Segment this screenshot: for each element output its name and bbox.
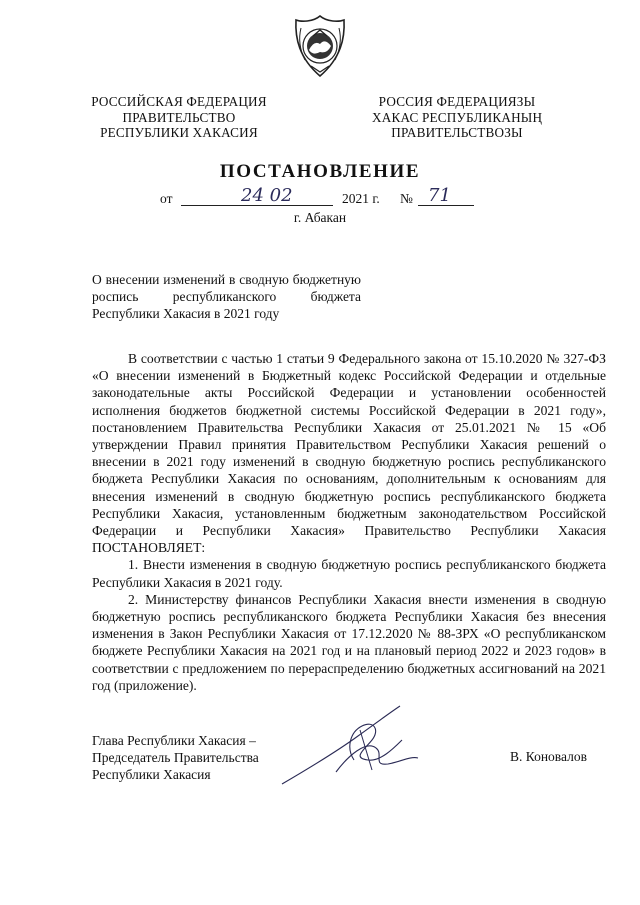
handwritten-number: 71: [428, 185, 451, 206]
header-line: РОССИЙСКАЯ ФЕДЕРАЦИЯ: [91, 94, 267, 109]
position-line: Республики Хакасия: [92, 767, 211, 782]
document-body: [92, 350, 606, 694]
header-line: ПРАВИТЕЛЬСТВО: [122, 109, 236, 125]
signatory-position: [92, 732, 259, 783]
resolution-item-2: 2. Министерству финансов Республики Хакасия внести изменения в сводную бюджетную роспись республиканского бюджета Республики Хакасия без внесения изменения в Закон Республики Хакасия от 17.12.2020 № 88-ЗРХ «О республиканском бюджете Республики Хакасия на 2021 год и на плановый период 2022 и 2023 годов» в соответствии с предложением по перераспределению бюджетных ассигнований на 2021 год (приложение).: [92, 591, 606, 693]
handwritten-signature-icon: [276, 700, 426, 790]
date-label: от: [160, 191, 173, 206]
subject-text: О внесении изменений в сводную бюджетную роспись республиканского бюджета Республики Хакасия в 2021 году: [92, 272, 361, 321]
resolution-item-1: 1. Внести изменения в сводную бюджетную роспись республиканского бюджета Республики Хакасия в 2021 году.: [92, 557, 606, 590]
issuer-header-russian: [88, 94, 270, 141]
signatory-name: В. Коновалов: [510, 749, 587, 764]
header-line: ХАКАС РЕСПУБЛИКАНЫҢ: [372, 109, 543, 125]
handwritten-date: 24 02: [241, 185, 293, 206]
date-number-line: [0, 185, 640, 211]
position-line: Глава Республики Хакасия –: [92, 733, 256, 748]
position-line: Председатель Правительства: [92, 750, 259, 765]
preamble-paragraph: В соответствии с частью 1 статьи 9 Федерального закона от 15.10.2020 № 327-ФЗ «О внесении изменений в Бюджетный кодекс Российской Федерации и отдельные законодательные акты Российской Федерации и установлении особенностей исполнения бюджетов бюджетной системы Российской Федерации в 2021 году», постановлением Правительства Республики Хакасия от 25.01.2021 № 15 «Об утверждении Правил принятия Правительством Республики Хакасия решений о внесении в 2021 году изменений в сводную бюджетную роспись республиканского бюджета Республики Хакасия по основаниям, дополнительным к основаниям для внесения изменений в сводную бюджетную роспись республиканского бюджета Республики Хакасия, установленным бюджетным законодательством Российской Федерации и Республики Хакасия» Правительство Республики Хакасия ПОСТАНОВЛЯЕТ:: [92, 351, 606, 556]
header-line: РЕСПУБЛИКИ ХАКАСИЯ: [100, 125, 258, 140]
issuer-header-khakas: [372, 94, 542, 141]
header-line: РОССИЯ ФЕДЕРАЦИЯЗЫ: [378, 94, 536, 109]
document-title: ПОСТАНОВЛЕНИЕ: [219, 161, 421, 182]
header-line: ПРАВИТЕЛЬСТВОЗЫ: [391, 125, 523, 140]
document-subject: [92, 271, 361, 322]
coat-of-arms-icon: [291, 14, 349, 78]
city-label: г. Абакан: [293, 210, 347, 225]
number-label: №: [400, 191, 413, 206]
year-label: 2021 г.: [342, 191, 380, 206]
